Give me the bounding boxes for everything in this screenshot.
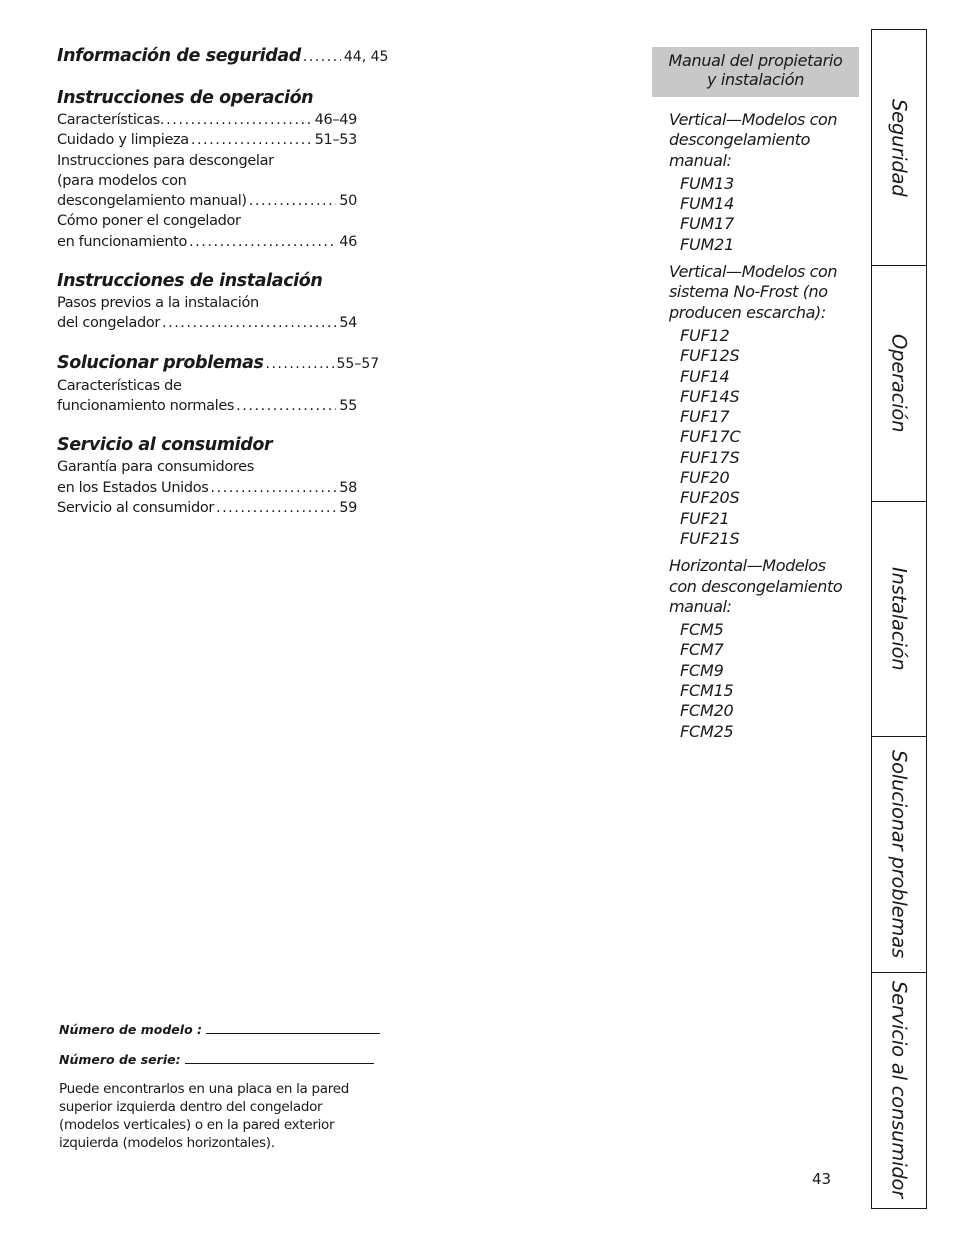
toc-entry [57, 232, 357, 252]
toc-entry-line: Pasos previos a la instalación [57, 295, 259, 312]
toc-entry-text: en los Estados Unidos [57, 479, 209, 496]
section-tab[interactable] [872, 265, 926, 500]
toc-heading-text: Instrucciones de operación [57, 88, 314, 108]
model-number: FCM9 [680, 660, 724, 680]
toc-page-number: 44, 45 [343, 49, 389, 65]
model-number-label: Número de modelo : [59, 1022, 203, 1037]
section-tab-label: Solucionar problemas [887, 750, 911, 959]
section-tab[interactable] [872, 30, 926, 265]
toc-entry [57, 313, 357, 333]
toc-leader-dots [166, 110, 311, 130]
model-number: FCM20 [680, 701, 734, 721]
toc-page-number: 58 [339, 479, 357, 496]
toc-entry-line: Cómo poner el congelador [57, 213, 241, 230]
model-group-title [669, 262, 854, 323]
model-group-title-line: descongelamiento [669, 130, 810, 150]
toc-page-number: 51–53 [314, 132, 357, 149]
toc-section [57, 86, 357, 252]
toc-page-number: 59 [339, 499, 357, 516]
section-tab-label: Seguridad [887, 98, 911, 197]
model-group-title-line: manual: [669, 150, 732, 170]
section-tab-label: Operación [887, 334, 911, 433]
toc-entry-text: del congelador [57, 315, 160, 332]
model-number: FUF17C [680, 427, 741, 447]
toc-section-heading [57, 351, 380, 376]
model-number: FCM15 [680, 681, 734, 701]
toc-page-number: 55–57 [336, 355, 380, 372]
toc-leader-dots [191, 130, 312, 150]
toc-section [57, 269, 357, 334]
toc-entry [57, 191, 357, 211]
toc-page-number: 55 [339, 397, 357, 414]
serial-number-blank [185, 1050, 374, 1064]
toc-heading-text: Información de seguridad [57, 46, 301, 66]
model-number-field [59, 1020, 379, 1039]
toc-entry [57, 478, 357, 498]
model-number: FUF12S [680, 346, 740, 366]
toc-leader-dots [216, 498, 336, 518]
model-number: FUF14 [680, 366, 730, 386]
toc-section [57, 351, 380, 417]
model-location-note: Puede encontrarlos en una placa en la pared superior izquierda dentro del congelador (modelos verticales) o en la pared exterior izquierda (modelos horizontales). [59, 1081, 349, 1151]
section-tab[interactable] [872, 501, 926, 736]
model-number-blank [206, 1020, 380, 1034]
toc-leader-dots [303, 45, 341, 69]
toc-section [57, 44, 389, 69]
toc-leader-dots [266, 352, 334, 376]
model-number: FUF12 [680, 325, 730, 345]
model-number: FCM5 [680, 620, 724, 640]
toc-entry [57, 396, 357, 416]
toc-entry-line: (para modelos con [57, 172, 187, 189]
model-group [669, 110, 854, 255]
model-list [669, 326, 854, 549]
model-list [669, 620, 854, 742]
toc-leader-dots [249, 191, 336, 211]
toc-entry-text: en funcionamiento [57, 233, 188, 250]
toc-section [57, 433, 357, 518]
serial-number-field [59, 1050, 379, 1069]
model-number: FUM14 [680, 194, 735, 214]
page-number: 43 [812, 1170, 832, 1188]
model-number: FUF21 [680, 508, 730, 528]
model-number: FUF21S [680, 528, 740, 548]
manual-title-line-2: y instalación [706, 69, 805, 89]
model-number: FUF17S [680, 447, 740, 467]
toc-leader-dots [210, 478, 336, 498]
section-tab-label: Instalación [887, 567, 911, 671]
toc-leader-dots [236, 396, 336, 416]
model-list [669, 174, 854, 255]
model-number: FUF20 [680, 468, 730, 488]
model-group-title-line: Vertical—Modelos con [669, 262, 838, 282]
section-tabs [871, 29, 927, 1209]
toc-entry-text: Cuidado y limpieza [57, 132, 189, 149]
model-number: FUM13 [680, 173, 735, 193]
toc-page-number: 50 [339, 193, 357, 210]
table-of-contents [57, 44, 389, 535]
toc-section-heading [57, 269, 357, 293]
toc-entry-text: Servicio al consumidor [57, 499, 214, 516]
model-number: FUF20S [680, 488, 740, 508]
model-number: FCM25 [680, 721, 734, 741]
toc-entry-line: Garantía para consumidores [57, 459, 254, 476]
section-tab-label: Servicio al consumidor [887, 981, 911, 1199]
model-group-title-line: producen escarcha): [669, 302, 826, 322]
model-group [669, 556, 854, 742]
toc-heading-text: Servicio al consumidor [57, 435, 273, 456]
model-group-title-line: manual: [669, 596, 732, 616]
toc-entry-text: descongelamiento manual) [57, 193, 247, 210]
model-group-title-line: sistema No-Frost (no [669, 282, 828, 302]
model-group-title [669, 110, 854, 171]
toc-entry-text: funcionamiento normales [57, 397, 235, 414]
toc-page-number: 46 [339, 233, 357, 250]
model-group [669, 262, 854, 549]
model-number: FUF17 [680, 407, 730, 427]
model-groups [669, 110, 854, 742]
toc-entry [57, 110, 357, 130]
toc-entry [57, 498, 357, 518]
model-group-title-line: Horizontal—Modelos [669, 556, 826, 576]
model-number: FUM17 [680, 214, 735, 234]
section-tab[interactable] [872, 972, 926, 1207]
model-number: FUM21 [680, 234, 735, 254]
toc-section-heading [57, 44, 389, 69]
model-group-title [669, 556, 854, 617]
serial-number-label: Número de serie: [59, 1052, 181, 1067]
manual-title-box [652, 47, 859, 97]
toc-page-number: 54 [339, 315, 357, 332]
model-number: FUF14S [680, 386, 740, 406]
toc-entry-line: Instrucciones para descongelar [57, 152, 274, 169]
toc-page-number: 46–49 [314, 112, 357, 128]
toc-heading-text: Instrucciones de instalación [57, 271, 323, 292]
toc-section-heading [57, 433, 357, 457]
toc-leader-dots [162, 313, 336, 333]
toc-entry [57, 130, 357, 150]
section-tab[interactable] [872, 736, 926, 971]
model-serial-info [59, 1020, 379, 1152]
model-group-title-line: Vertical—Modelos con [669, 110, 838, 129]
model-group-title-line: con descongelamiento [669, 576, 843, 596]
toc-leader-dots [189, 232, 336, 252]
toc-section-heading [57, 86, 357, 110]
toc-entry-line: Características de [57, 377, 182, 394]
toc-heading-text: Solucionar problemas [57, 352, 264, 373]
model-number: FCM7 [680, 640, 724, 660]
manual-title-line-1: Manual del propietario [668, 51, 843, 70]
toc-entry-text: Características. [57, 112, 165, 128]
